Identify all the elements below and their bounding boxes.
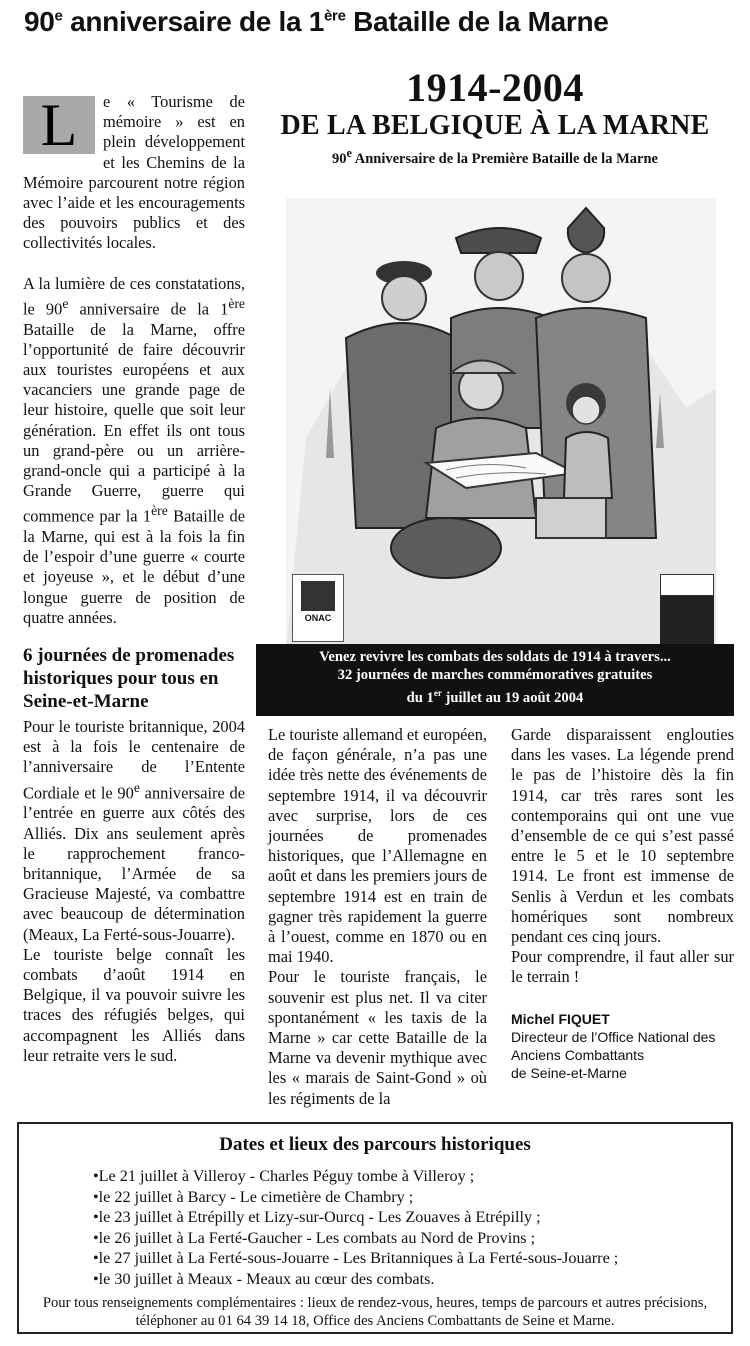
list-item: •le 22 juillet à Barcy - Le cimetière de Chambry ;: [93, 1187, 414, 1206]
page-title: 90e anniversaire de la 1ère Bataille de la Marne: [24, 6, 609, 37]
list-item: •le 26 juillet à La Ferté-Gaucher - Les combats au Nord de Provins ;: [93, 1228, 536, 1247]
onac-logo: ONAC: [292, 574, 344, 642]
conclusion-paragraph: Pour comprendre, il faut aller sur le terrain !: [511, 947, 734, 987]
dropcap-letter: L: [23, 96, 95, 154]
list-item: •Le 21 juillet à Villeroy - Charles Péguy tombe à Villeroy ;: [93, 1167, 475, 1185]
list-item: •le 27 juillet à La Ferté-sous-Jouarre - Les Britanniques à La Ferté-sous-Jouarre ;: [93, 1249, 619, 1268]
event-poster: [256, 26, 734, 716]
dates-box: [17, 1122, 733, 1334]
list-item: •le 23 juillet à Etrépilly et Lizy-sur-Ourcq - Les Zouaves à Etrépilly ;: [93, 1208, 541, 1227]
dates-list: [93, 1166, 618, 1290]
poster-subtitle: 90e Anniversaire de la Première Bataille de la Marne: [332, 146, 658, 167]
german-paragraph: Le touriste allemand et européen, de façon générale, n’a pas une idée très nette des événements de septembre 1914, il va découvrir avec surprise, lors de ces journées de promenades historiques, que l’Allemagne en août et dans les premiers jours de septembre 1914 est en train de gagner très rapidement la guerre à l’ouest, comme en 1870 ou en mai 1940.: [268, 725, 487, 967]
right-column: [511, 725, 734, 1082]
french-paragraph: Pour le touriste français, le souvenir est plus net. Il va citer spontanément « les taxis de la Marne » car cette Bataille de la Marne va devenir mythique avec les « marais de Saint-Gond » où les régiments de la: [268, 967, 487, 1108]
dates-footer: Pour tous renseignements complémentaires : lieux de rendez-vous, heures, temps de parcours et autres précisions, téléphoner au 01 64 39 14 18, Office des Anciens Combattants de Seine et Marne.: [42, 1295, 708, 1329]
legend-paragraph: Garde disparaissent englouties dans les vases. La légende prend le pas de l’histoire dès la fin 1914, car très rares sont les contemporains qui ont une vue d’ensemble de ce qui s’est passé entre le 5 et le 10 septembre 1914. Le front est immense de Senlis à Verdun et les combats homériques sont nombreux pendant ces cinq jours.: [511, 725, 734, 947]
dates-title: Dates et lieux des parcours historiques: [219, 1134, 531, 1155]
middle-column: [268, 725, 487, 1109]
author-signature: [511, 1010, 734, 1082]
banner-line-1: Venez revivre les combats des soldats de 1914 à travers...: [319, 649, 671, 665]
poster-year: 1914-2004: [406, 65, 584, 110]
banner-line-3: du 1er juillet au 19 août 2004: [406, 688, 584, 706]
british-paragraph: Pour le touriste britannique, 2004 est à la fois le centenaire de l’anniversaire de l’Entente Cordiale et le 90e anniversaire de l’entrée en guerre aux côtés des Alliés. Dix ans seulement après le rapprochement franco-britannique, l’Armée de sa Gracieuse Majesté, va combattre avec beaucoup de détermination (Meaux, La Ferté-sous-Jouarre).: [23, 717, 246, 944]
context-paragraph: A la lumière de ces constatations, le 90e anniversaire de la 1ère Bataille de la Marne, offre l’opportunité de faire découvrir aux touristes européens et aux vacanciers une grande page de leur histoire, quelle que soit leur génération. En effet ils ont tous un grand-père ou un arrière-grand-oncle qui a participé à la Grande Guerre, guerre qui commence par la 1ère Bataille de la Marne, qui est à la fois la fin de l’espoir d’une guerre « courte et joyeuse », et le début d’une longue guerre de position de quatre années.: [23, 273, 246, 627]
belgian-paragraph: Le touriste belge connaît les combats d’août 1914 en Belgique, il va pouvoir suivre les traces des réfugiés belges, qui accompagnent les Alliés dans leur retraite vers le sud.: [23, 944, 245, 1065]
author-role-line: Directeur de l’Office National des: [511, 1028, 716, 1045]
author-role-line: Anciens Combattants: [511, 1046, 645, 1063]
banner-line-2: 32 journées de marches commémoratives gratuites: [337, 667, 653, 683]
poster-title: DE LA BELGIQUE À LA MARNE: [280, 110, 710, 141]
intro-paragraph: e « Tourisme de mémoire » est en plein développement et les Chemins de la Mémoire parcourent notre région avec l’aide et les encouragements des pouvoirs publics et des collectivités locales.: [23, 92, 245, 253]
poster-banner: [256, 644, 734, 716]
author-role-line: de Seine-et-Marne: [511, 1064, 627, 1081]
left-column: [23, 92, 245, 1066]
ministry-logo: [660, 574, 714, 654]
author-name: Michel FIQUET: [511, 1010, 610, 1027]
section-heading: 6 journées de promenades historiques pour tous en Seine-et-Marne: [23, 645, 235, 713]
list-item: •le 30 juillet à Meaux - Meaux au cœur des combats.: [93, 1269, 435, 1288]
soldiers-illustration: [286, 198, 716, 650]
